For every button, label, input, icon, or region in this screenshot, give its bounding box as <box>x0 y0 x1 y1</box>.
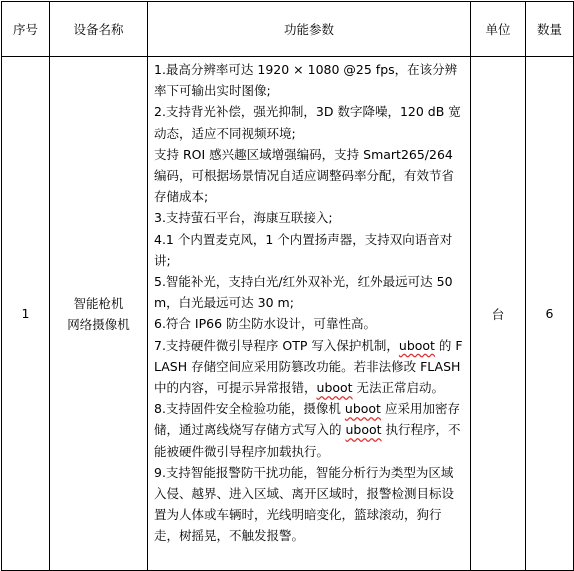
header-parameters: 功能参数 <box>148 2 471 57</box>
header-quantity: 数量 <box>526 2 574 57</box>
header-unit: 单位 <box>471 2 526 57</box>
param-smart-alarm: 9.支持智能报警防干扰功能，智能分析行为类型为区域入侵、越界、进入区域、离开区域时，报警检测目标设置为人体或车辆时，光线明暗变化，篮球滚动，狗行走，树摇晃，不触发报警。 <box>154 464 455 544</box>
row-device-name <box>50 57 148 571</box>
header-device-name: 设备名称 <box>50 2 148 57</box>
param-otp-text-c: 的 FLASH 存储空间应采用防篡改功能。若非法修改 FLASH 中的内容，可提示异常报错， <box>154 337 463 396</box>
device-name-line2: 网络摄像机 <box>67 316 130 332</box>
table-row <box>2 57 574 571</box>
param-fw-uboot-1: uboot <box>344 401 381 417</box>
param-firmware-check <box>154 398 464 462</box>
param-fw-text-a: 8.支持固件安全检验功能，摄像机 <box>154 401 345 417</box>
row-unit: 台 <box>471 57 526 571</box>
param-ip66: 6.符合 IP66 防尘防水设计，可靠性高。 <box>154 316 377 332</box>
header-row <box>2 2 574 57</box>
param-audio: 4.1 个内置麦克风，1 个内置扬声器，支持双向语音对讲; <box>154 231 453 268</box>
param-wdr: 2.支持背光补偿，强光抑制，3D 数字降噪，120 dB 宽动态，适应不同视频环境; <box>154 104 461 141</box>
param-otp-uboot-1: uboot <box>398 337 435 353</box>
param-fw-uboot-2: uboot <box>345 422 382 438</box>
param-platform: 3.支持萤石平台，海康互联接入; <box>154 210 333 226</box>
equipment-spec-table <box>1 1 574 571</box>
param-otp-text-a: 7.支持硬件微引导程序 OTP 写入保护机制， <box>154 337 399 353</box>
row-parameters <box>148 57 471 571</box>
param-fw-text-e: 执行程序，不能被硬件微引导程序加载执行。 <box>154 422 461 459</box>
row-index: 1 <box>2 57 50 571</box>
param-fill-light: 5.智能补光，支持白光/红外双补光，红外最远可达 50 m，白光最远可达 30 m; <box>154 274 453 311</box>
header-index: 序号 <box>2 2 50 57</box>
param-otp-uboot-2: uboot <box>316 380 353 396</box>
param-fw-text-c: 应采用加密存储，通过离线烧写存储方式写入的 <box>154 401 460 438</box>
device-name-line1: 智能枪机 <box>73 295 124 311</box>
param-resolution: 1.最高分辨率可达 1920 × 1080 @25 fps，在该分辨率下可输出实时图像; <box>154 62 458 99</box>
param-otp-text-e: 无法正常启动。 <box>352 380 445 396</box>
param-otp-protection <box>154 335 464 399</box>
param-roi-encoding: 支持 ROI 感兴趣区域增强编码，支持 Smart265/264 编码，可根据场景情况自适应调整码率分配，有效节省存储成本; <box>154 146 455 205</box>
row-quantity: 6 <box>526 57 574 571</box>
